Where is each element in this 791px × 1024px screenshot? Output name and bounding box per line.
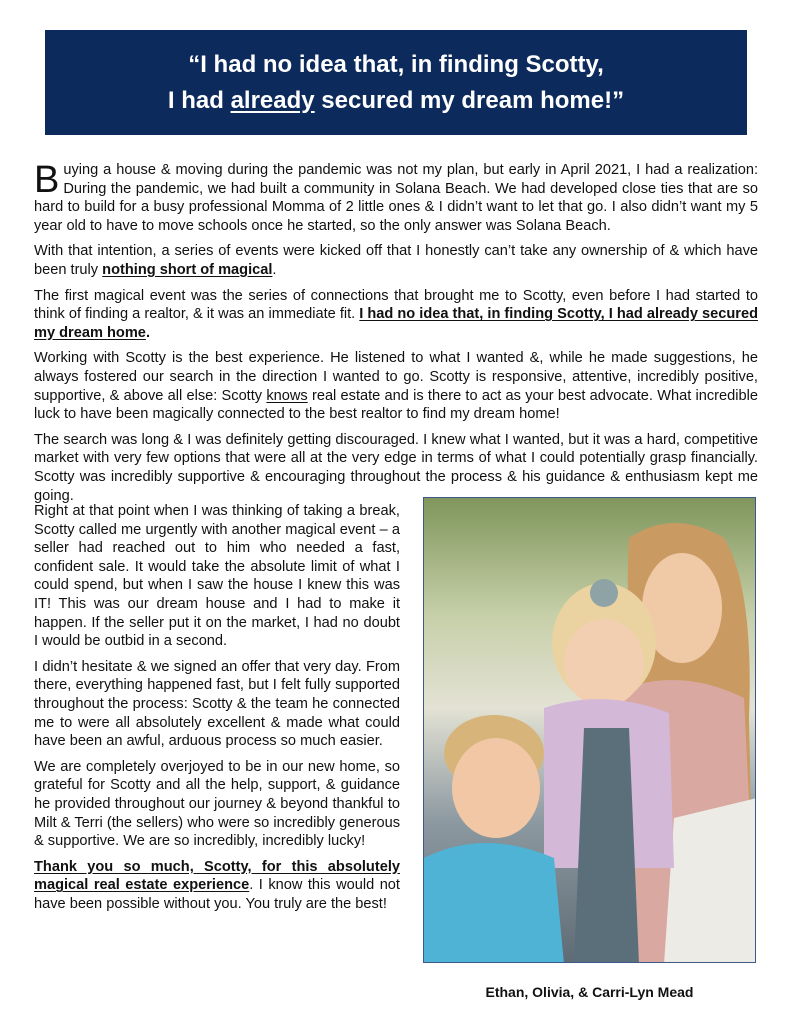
paragraph-6: Right at that point when I was thinking of taking a break, Scotty called me urgently with another magical event – a seller had reached out to him who needed a fast, confident sale. It would take the absolute limit of what I could spend, but when I saw the house I knew this was IT! This was our dream house and I had to make it happen. If the seller put it on the market, I had no doubt I would be outbid in a second. bbox=[34, 503, 400, 650]
paragraph-2-text: With that intention, a series of events were kicked off that I honestly can’t take any ownership of & which have been truly bbox=[34, 243, 758, 278]
testimonial-intro bbox=[34, 161, 758, 512]
paragraph-2-emphasis: nothing short of magical bbox=[102, 261, 273, 278]
paragraph-8: We are completely overjoyed to be in our new home, so grateful for Scotty and all the help, support, & guidance he provided throughout our journey & beyond thankful to Milt & Terri (the sellers) who were so incredibly generous & supportive. We are so incredibly, incredibly lucky! bbox=[34, 758, 400, 850]
family-photo bbox=[423, 497, 756, 963]
paragraph-4-end: real estate and is there to act as your best advocate. What incredible luck to have been magically connected to the best realtor to find my dream home! bbox=[34, 387, 758, 423]
paragraph-7: I didn’t hesitate & we signed an offer that very day. From there, everything happened fast, but I felt fully supported throughout the process: Scotty & the team he connected me to were all absolutely excellent & made what could have been an awful, arduous process so much easier. bbox=[34, 658, 400, 750]
paragraph-3-emphasis: I had no idea that, in finding Scotty, I had already secured my dream home bbox=[34, 306, 758, 341]
paragraph-4 bbox=[34, 349, 758, 423]
headline-line-2-end: secured my dream home!” bbox=[314, 86, 625, 114]
paragraph-1 bbox=[34, 161, 758, 235]
drop-cap: B bbox=[34, 159, 60, 201]
paragraph-2 bbox=[34, 242, 758, 279]
headline-line-2 bbox=[168, 83, 624, 119]
headline-line-1: “I had no idea that, in finding Scotty, bbox=[188, 50, 604, 78]
paragraph-9-end: . I know this would not have been possible without you. You truly are the best! bbox=[34, 877, 400, 912]
paragraph-4-underlined: knows bbox=[266, 387, 308, 404]
paragraph-3-text: The first magical event was the series of connections that brought me to Scotty, even before I had started to think of finding a realtor, & it was an immediate fit. bbox=[34, 287, 758, 323]
paragraph-1-text: uying a house & moving during the pandemic was not my plan, but early in April 2021, I had a realization: During the pandemic, we had built a community in Solana Beach. We had developed close ties that are so hard to build for a busy professional Momma of 2 little ones & I didn’t want to let that go. I also didn’t want my 5 year old to have to move schools once he started, so the only answer was Solana Beach. bbox=[34, 162, 758, 234]
paragraph-9-emphasis: Thank you so much, Scotty, for this absolutely magical real estate experience bbox=[34, 858, 400, 894]
headline-underlined-word: already bbox=[230, 86, 315, 114]
headline-banner bbox=[45, 30, 747, 135]
paragraph-9 bbox=[34, 858, 400, 914]
paragraph-4-text: Working with Scotty is the best experience. He listened to what I wanted &, while he made suggestions, he always fostered our search in the direction I wanted to go. Scotty is responsive, attentive, incredibly positive, supportive, & above all else: Scotty bbox=[34, 350, 758, 404]
photo-caption: Ethan, Olivia, & Carri-Lyn Mead bbox=[485, 984, 694, 1000]
family-photo-illustration bbox=[424, 498, 756, 963]
testimonial-column bbox=[34, 502, 400, 920]
paragraph-2-end: . bbox=[272, 261, 277, 278]
paragraph-5: The search was long & I was definitely getting discouraged. I knew what I wanted, but it was a hard, competitive market with very few options that were all at the very edge in terms of what I could potentially grasp financially. Scotty was incredibly supportive & encouraging throughout the process & his guidance & enthusiasm kept me going. bbox=[34, 431, 758, 504]
paragraph-3-end: . bbox=[145, 324, 150, 341]
headline-line-2-start: I had bbox=[167, 86, 231, 114]
paragraph-3 bbox=[34, 287, 758, 343]
